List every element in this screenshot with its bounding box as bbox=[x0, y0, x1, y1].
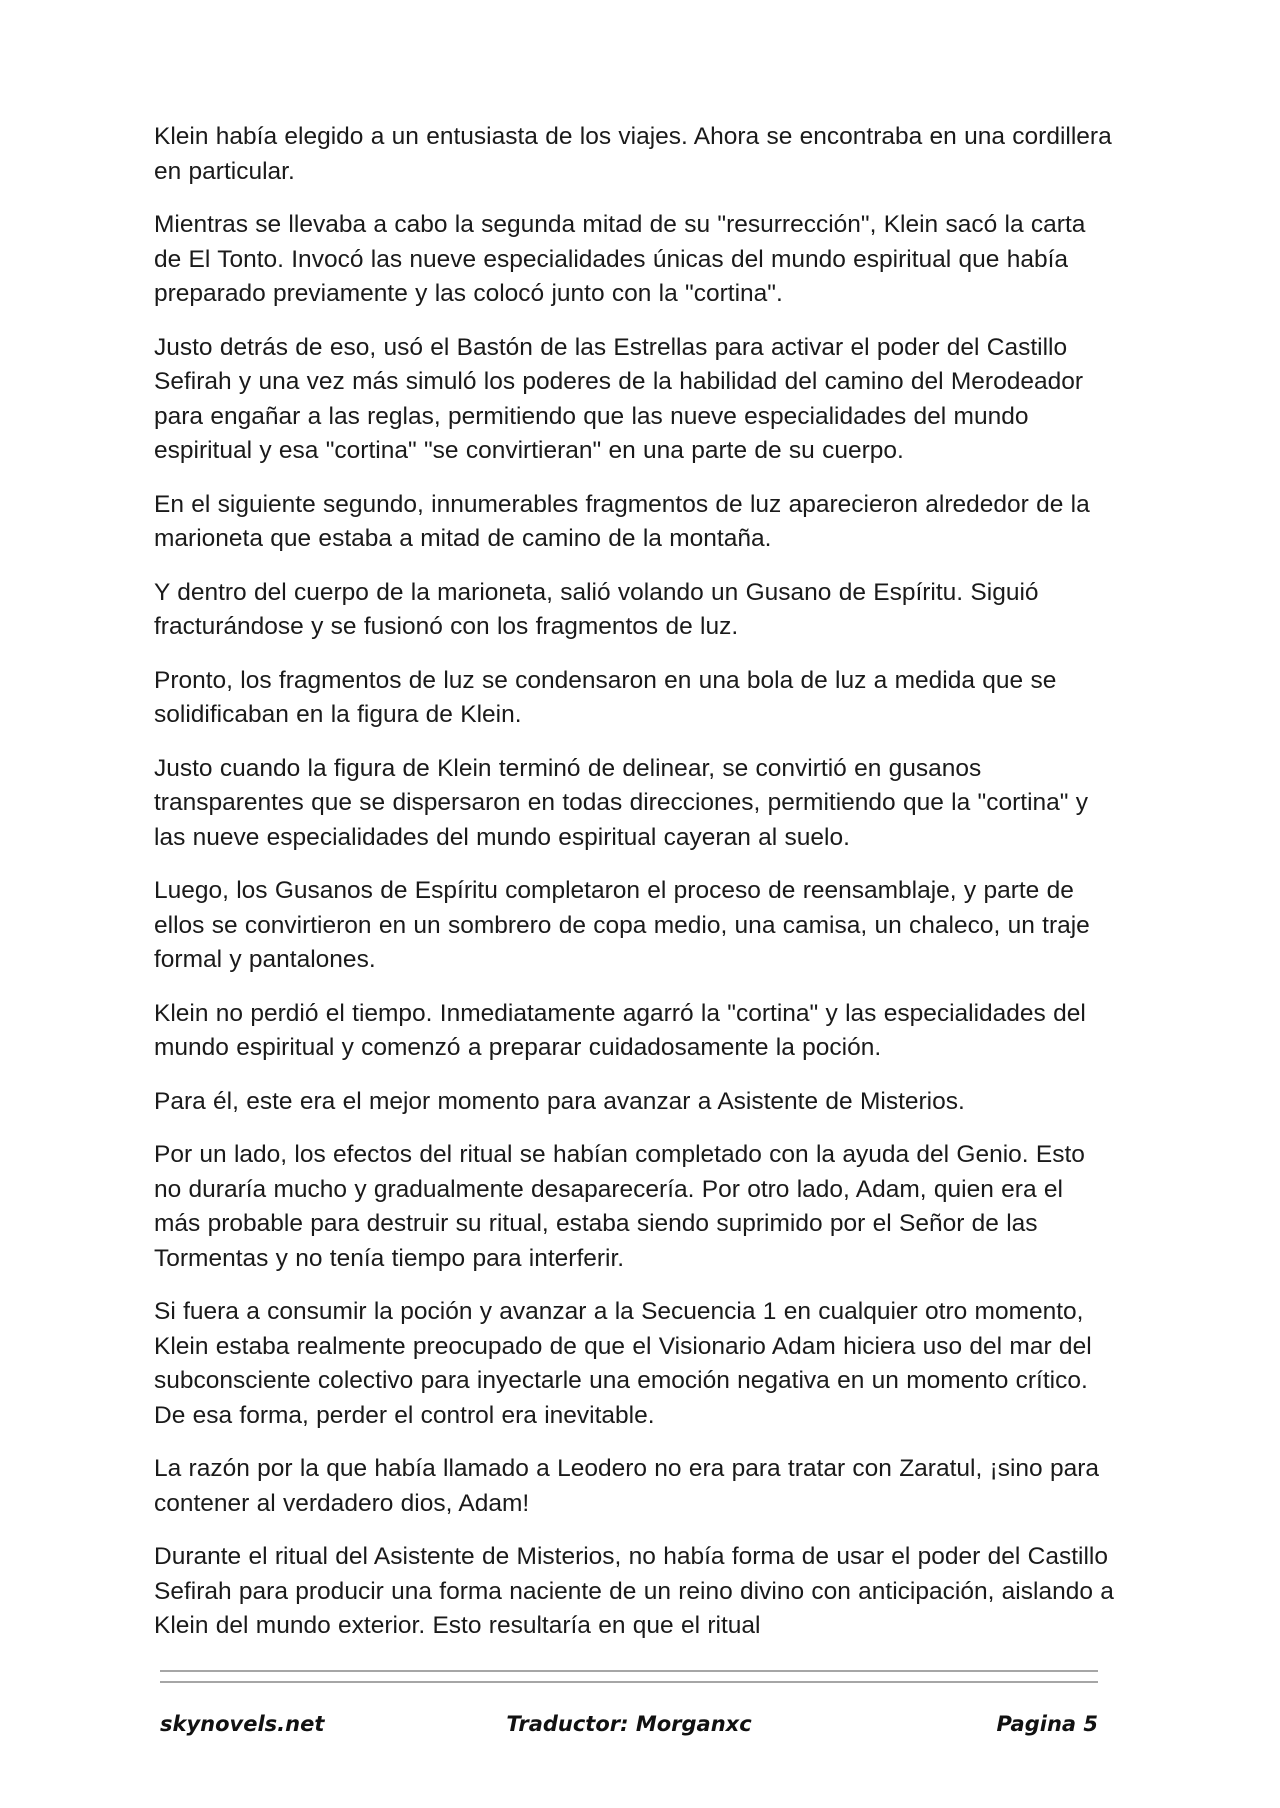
page-footer bbox=[160, 1712, 1098, 1752]
paragraph-2: Mientras se llevaba a cabo la segunda mitad de su "resurrección", Klein sacó la carta de El Tonto. Invocó las nueve especialidades únicas del mundo espiritual que había preparado previamente y las colocó junto con la "cortina". bbox=[154, 211, 1086, 307]
paragraph-5: Y dentro del cuerpo de la marioneta, salió volando un Gusano de Espíritu. Siguió fracturándose y se fusionó con los fragmentos de luz. bbox=[154, 578, 1039, 640]
footer-divider-bottom bbox=[160, 1681, 1098, 1683]
paragraph-12: Si fuera a consumir la poción y avanzar a la Secuencia 1 en cualquier otro momento, Klein estaba realmente preocupado de que el Visionario Adam hiciera uso del mar del subconsciente colectivo para inyectarle una emoción negativa en un momento crítico. De esa forma, perder el control era inevitable. bbox=[154, 1298, 1092, 1429]
paragraph-4: En el siguiente segundo, innumerables fragmentos de luz aparecieron alrededor de la marioneta que estaba a mitad de camino de la montaña. bbox=[154, 490, 1090, 552]
paragraph-11: Por un lado, los efectos del ritual se habían completado con la ayuda del Genio. Esto no duraría mucho y gradualmente desaparecería. Por otro lado, Adam, quien era el más probable para destruir su ritual, estaba siendo suprimido por el Señor de las Tormentas y no tenía tiempo para interferir. bbox=[154, 1141, 1085, 1272]
footer-page-number: Pagina 5 bbox=[996, 1712, 1098, 1736]
paragraph-3: Justo detrás de eso, usó el Bastón de las Estrellas para activar el poder del Castillo Sefirah y una vez más simuló los poderes de la habilidad del camino del Merodeador para engañar a las reglas, permitiendo que las nueve especialidades del mundo espiritual y esa "cortina" "se convirtieran" en una parte de su cuerpo. bbox=[154, 333, 1083, 464]
footer-divider-top bbox=[160, 1670, 1098, 1672]
paragraph-6: Pronto, los fragmentos de luz se condensaron en una bola de luz a medida que se solidificaban en la figura de Klein. bbox=[154, 666, 1057, 728]
footer-translator: Traductor: Morganxc bbox=[506, 1712, 752, 1736]
paragraph-8: Luego, los Gusanos de Espíritu completaron el proceso de reensamblaje, y parte de ellos se convirtieron en un sombrero de copa medio, una camisa, un chaleco, un traje formal y pantalones. bbox=[154, 877, 1090, 973]
footer-site: skynovels.net bbox=[160, 1712, 325, 1736]
paragraph-7: Justo cuando la figura de Klein terminó de delinear, se convirtió en gusanos transparentes que se dispersaron en todas direcciones, permitiendo que la "cortina" y las nueve especialidades del mundo espiritual cayeran al suelo. bbox=[154, 754, 1089, 851]
paragraph-9: Klein no perdió el tiempo. Inmediatamente agarró la "cortina" y las especialidades del mundo espiritual y comenzó a preparar cuidadosamente la poción. bbox=[154, 999, 1086, 1061]
chapter-body bbox=[154, 120, 1114, 1663]
paragraph-13: La razón por la que había llamado a Leodero no era para tratar con Zaratul, ¡sino para contener al verdadero dios, Adam! bbox=[154, 1455, 1100, 1517]
paragraph-1: Klein había elegido a un entusiasta de los viajes. Ahora se encontraba en una cordillera en particular. bbox=[154, 123, 1112, 185]
paragraph-10: Para él, este era el mejor momento para avanzar a Asistente de Misterios. bbox=[154, 1087, 965, 1115]
paragraph-14: Durante el ritual del Asistente de Misterios, no había forma de usar el poder del Castillo Sefirah para producir una forma naciente de un reino divino con anticipación, aislando a Klein del mundo exterior. Esto resultaría en que el ritual bbox=[154, 1543, 1114, 1639]
